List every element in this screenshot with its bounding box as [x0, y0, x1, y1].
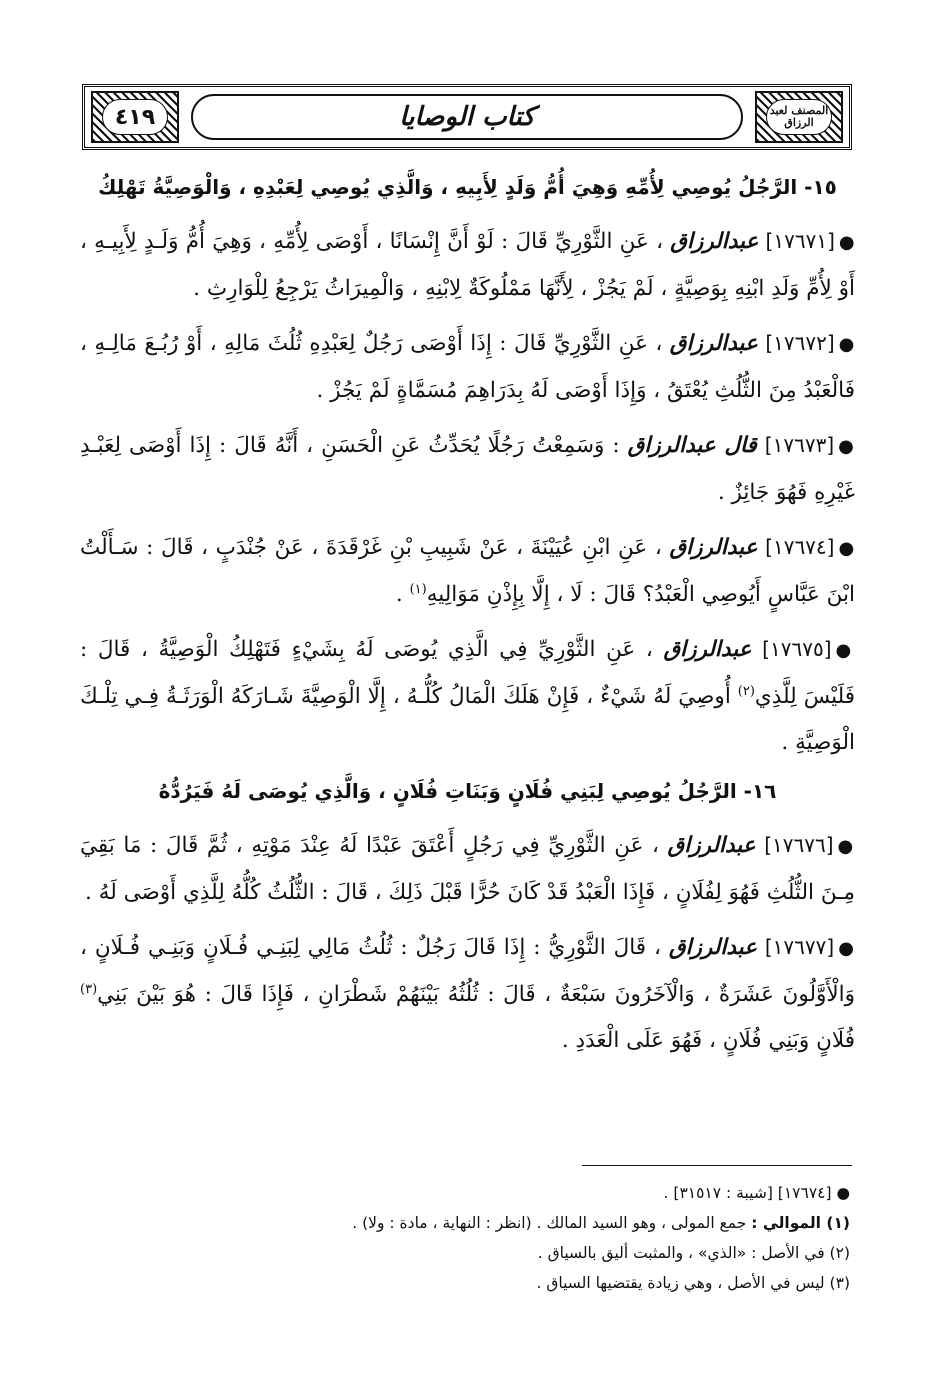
hadith-text: ، عَنِ ابْنِ عُيَيْنَةَ ، عَنْ شَبِيبِ بْنِ غَرْقَدَةَ ، عَنْ جُنْدَبٍ ، قَالَ : سَـأَلْتُ ابْنَ عَبَّاسٍ أَيُوصِي الْعَبْدُ؟ قَالَ : لَا ، إِلَّا بِإِذْنِ مَوَالِيهِ — [80, 535, 855, 607]
hadith-entry — [80, 822, 855, 916]
narrator-name: عبدالرزاق — [667, 833, 756, 858]
hadith-text: ، قَالَ الثَّوْرِيُّ : إِذَا قَالَ رَجُلٌ : ثُلُثُ مَالِي لِبَنِـي فُـلَانٍ وَبَنِـي فُـلَانٍ ، وَالْأَوَّلُونَ عَشَرَةٌ ، وَالْآخَرُونَ سَبْعَةٌ ، قَالَ : ثُلُثُهُ بَيْنَهُمْ شَطْرَانِ ، فَإِذَا قَالَ : هُوَ بَيْنَ بَنِي — [80, 935, 855, 1007]
hadith-entry — [80, 320, 855, 414]
logo-text: المصنف لعبد الرزاق — [769, 104, 829, 129]
footnote-text: (٢) في الأصل : «الذي» ، والمثبت أليق بالسياق . — [537, 1244, 850, 1262]
footnote-marker: (٢) — [737, 683, 755, 699]
book-title: كتاب الوصايا — [399, 102, 535, 132]
page-header — [82, 84, 852, 150]
footnote — [80, 1208, 850, 1238]
narrator-name: عبدالرزاق — [663, 637, 752, 662]
footnote-text: جمع المولى ، وهو السيد المالك . (انظر : النهاية ، مادة : ولا) . — [352, 1214, 747, 1232]
hadith-text-tail: . — [395, 582, 403, 607]
hadith-number: [١٧٦٧٤] — [765, 535, 835, 559]
narrator-name: قال عبدالرزاق — [627, 433, 757, 458]
footnote-divider — [582, 1165, 852, 1166]
narrator-name: عبدالرزاق — [669, 535, 758, 560]
hadith-entry — [80, 422, 855, 516]
hadith-text: ، عَنِ الثَّوْرِيِّ فِي الَّذِي يُوصَى لَهُ بِشَيْءٍ فَتَهْلِكُ الْوَصِيَّةُ ، قَالَ : فَلَيْسَ لِلَّذِي — [80, 637, 855, 709]
footnote — [80, 1238, 850, 1268]
main-text — [80, 170, 855, 1072]
narrator-name: عبدالرزاق — [669, 331, 758, 356]
footnote-text: [١٧٦٧٤] [شيبة : ٣١٥١٧] . — [663, 1184, 832, 1202]
hadith-text-tail: فُلَانٍ وَبَنِي فُلَانٍ ، فَهُوَ عَلَى الْعَدَدِ . — [561, 1028, 855, 1053]
hadith-entry — [80, 524, 855, 618]
footnotes — [80, 1178, 850, 1298]
title-cartouche — [191, 94, 743, 140]
chapter-heading: ١٥- الرَّجُلُ يُوصِي لِأُمِّهِ وَهِيَ أُمُّ وَلَدٍ لِأَبِيهِ ، وَالَّذِي يُوصِي لِعَبْدِهِ ، وَالْوَصِيَّةُ تَهْلِكُ — [98, 175, 837, 199]
chapter-heading: ١٦- الرَّجُلُ يُوصِي لِبَنِي فُلَانٍ وَبَنَاتِ فُلَانٍ ، وَالَّذِي يُوصَى لَهُ فَيَرُدُّهُ — [158, 779, 777, 803]
narrator-name: عبدالرزاق — [668, 935, 757, 960]
bullet-icon: ● — [838, 436, 855, 457]
bullet-icon: ● — [838, 938, 855, 959]
hadith-number: [١٧٦٧٦] — [764, 833, 834, 857]
footnote-key: (١) الموالي : — [751, 1214, 850, 1232]
footnote-text: (٣) ليس في الأصل ، وهي زيادة يقتضيها السياق . — [536, 1274, 850, 1292]
hadith-number: [١٧٦٧٥] — [762, 637, 832, 661]
footnote — [80, 1268, 850, 1298]
bullet-icon: ● — [831, 1184, 850, 1202]
hadith-text-tail: أُوصِيَ لَهُ شَيْءٌ ، فَإِنْ هَلَكَ الْمَالُ كُلُّـهُ ، إِلَّا الْوَصِيَّةَ شَـارَكَهُ الْوَرَثَـةُ فِـي تِلْـكَ الْوَصِيَّةِ . — [80, 684, 855, 755]
hadith-text: ، عَنِ الثَّوْرِيِّ قَالَ : إِذَا أَوْصَى رَجُلٌ لِعَبْدِهِ ثُلُثَ مَالِهِ ، أَوْ رُبُـعَ مَالِـهِ ، فَالْعَبْدُ مِنَ الثُّلُثِ يُعْتَقُ ، وَإِذَا أَوْصَى لَهُ بِدَرَاهِمَ مُسَمَّاةٍ لَمْ يَجُزْ . — [80, 331, 855, 403]
hadith-entry — [80, 218, 855, 312]
narrator-name: عبدالرزاق — [670, 229, 759, 254]
bullet-icon: ● — [838, 538, 855, 559]
page-number-ornament — [91, 91, 179, 143]
hadith-number: [١٧٦٧٢] — [765, 331, 835, 355]
hadith-number: [١٧٦٧١] — [765, 229, 835, 253]
hadith-entry — [80, 626, 855, 766]
page-number: ٤١٩ — [114, 104, 156, 130]
bullet-icon: ● — [837, 836, 855, 857]
footnote-marker: (٣) — [80, 981, 98, 997]
logo-ornament — [755, 91, 843, 143]
hadith-entry — [80, 924, 855, 1064]
hadith-text: ، عَنِ الثَّوْرِيِّ قَالَ : لَوْ أَنَّ إِنْسَانًا ، أَوْصَى لِأُمِّهِ ، وَهِيَ أُمُّ وَلَـدٍ لِأَبِيـهِ ، أَوْ لِأُمِّ وَلَدِ ابْنِهِ بِوَصِيَّةٍ ، لَمْ يَجُزْ ، لِأَنَّهَا مَمْلُوكَةٌ لِابْنِهِ ، وَالْمِيرَاثُ يَرْجِعُ لِلْوَارِثِ . — [80, 229, 855, 301]
footnote-marker: (١) — [409, 581, 427, 597]
hadith-number: [١٧٦٧٧] — [764, 935, 835, 959]
hadith-text: ، عَنِ الثَّوْرِيِّ فِي رَجُلٍ أَعْتَقَ عَبْدًا لَهُ عِنْدَ مَوْتِهِ ، ثُمَّ قَالَ : مَا بَقِيَ مِـنَ الثُّلُثِ فَهُوَ لِفُلَانٍ ، فَإِذَا الْعَبْدُ قَدْ كَانَ حُرًّا قَبْلَ ذَلِكَ ، قَالَ : الثُّلُثُ كُلُّهُ لِلَّذِي أَوْصَى لَهُ . — [80, 833, 855, 905]
bullet-icon: ● — [835, 640, 856, 661]
bullet-icon: ● — [838, 334, 855, 355]
hadith-number: [١٧٦٧٣] — [764, 433, 835, 457]
hadith-text: : وَسَمِعْتُ رَجُلًا يُحَدِّثُ عَنِ الْحَسَنِ ، أَنَّهُ قَالَ : إِذَا أَوْصَى لِعَبْـدِ غَيْرِهِ فَهُوَ جَائِزٌ . — [80, 433, 855, 505]
bullet-icon: ● — [838, 232, 855, 253]
footnote — [80, 1178, 850, 1208]
